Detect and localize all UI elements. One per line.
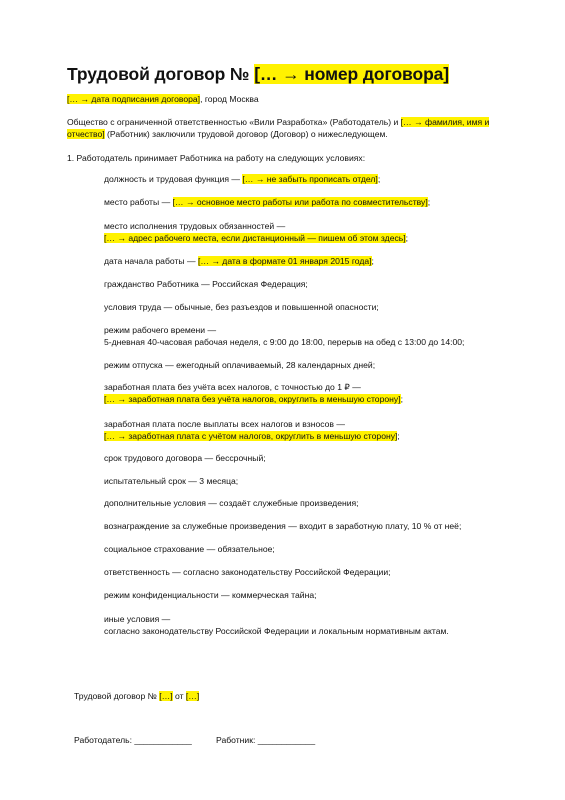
item-citizenship: гражданство Работника — Российская Федерация;: [104, 279, 308, 289]
employee-signature-line: Работник: ____________: [216, 735, 316, 745]
employee-name-placeholder: [… → фамилия, имя и отчество]: [67, 117, 490, 140]
item-liability: ответственность — согласно законодательству Российской Федерации;: [104, 567, 391, 577]
footer-number-placeholder: […]: [159, 691, 173, 701]
item-salary-net: заработная плата после выплаты всех налогов и взносов — [… → заработная плата с учётом налогов, округлить в меньшую сторону];: [104, 419, 400, 442]
item-reward: вознаграждение за служебные произведения — входит в заработную плату, 10 % от неё;: [104, 521, 462, 531]
item-probation: испытательный срок — 3 месяца;: [104, 476, 239, 486]
item-salary-gross: заработная плата без учёта всех налогов, с точностью до 1 ₽ — [… → заработная плата без учёта налогов, округлить в меньшую сторону];: [104, 382, 403, 405]
signing-date-placeholder: [… → дата подписания договора]: [67, 94, 201, 104]
footer-date-placeholder: […]: [185, 691, 200, 701]
item-additional: дополнительные условия — создаёт служебные произведения;: [104, 498, 359, 508]
item-conditions: условия труда — обычные, без разъездов и повышенной опасности;: [104, 302, 379, 312]
item-confidentiality: режим конфиденциальности — коммерческая тайна;: [104, 590, 317, 600]
page-title: [67, 64, 449, 85]
item-location: место исполнения трудовых обязанностей — [… → адрес рабочего места, если дистанционный — пишем об этом здесь];: [104, 221, 409, 244]
clause-1: 1. Работодатель принимает Работника на работу на следующих условиях:: [67, 153, 366, 163]
item-position: должность и трудовая функция — [… → не забыть прописать отдел];: [104, 174, 381, 184]
title-prefix: Трудовой договор №: [67, 64, 255, 84]
item-other: иные условия — согласно законодательству Российской Федерации и локальным нормативным актам.: [104, 614, 449, 637]
item-workplace: место работы — [… → основное место работы или работа по совместительству];: [104, 197, 431, 207]
item-term: срок трудового договора — бессрочный;: [104, 453, 266, 463]
intro-paragraph: Общество с ограниченной ответственностью «Вили Разработка» (Работодатель) и [… → фамилия, имя и отчество] (Работник) заключили трудовой договор (Договор) о нижеследующем.: [67, 117, 490, 140]
footer-contract-line: Трудовой договор № […] от […]: [74, 691, 200, 701]
item-vacation: режим отпуска — ежегодный оплачиваемый, 28 календарных дней;: [104, 360, 376, 370]
contract-number-placeholder: [… → номер договора]: [254, 64, 450, 84]
item-insurance: социальное страхование — обязательное;: [104, 544, 275, 554]
item-start-date: дата начала работы — [… → дата в формате 01 января 2015 года];: [104, 256, 374, 266]
city-text: , город Москва: [200, 94, 259, 104]
employer-signature-line: Работодатель: ____________: [74, 735, 192, 745]
date-line: [67, 93, 507, 105]
item-schedule: режим рабочего времени — 5-дневная 40-часовая рабочая неделя, с 9:00 до 18:00, перерыв на обед с 13:00 до 14:00;: [104, 325, 465, 348]
